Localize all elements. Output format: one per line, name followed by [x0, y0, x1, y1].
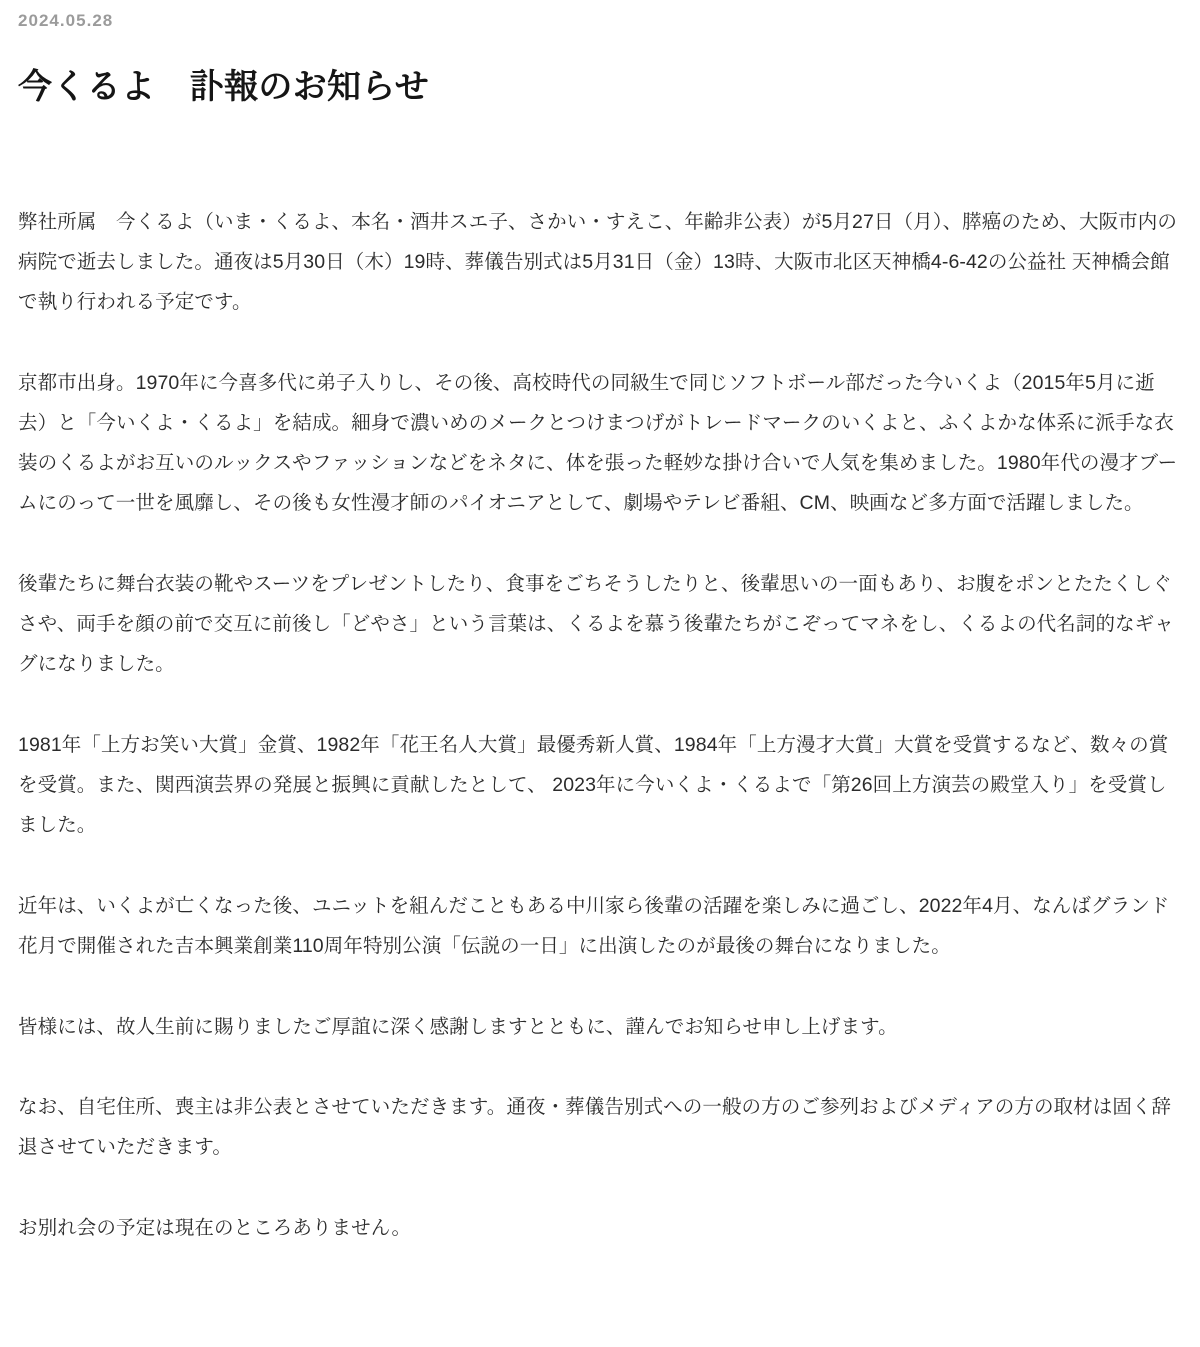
article-paragraph: お別れ会の予定は現在のところありません。: [18, 1217, 412, 1240]
article-paragraph: 京都市出身。1970年に今喜多代に弟子入りし、その後、高校時代の同級生で同じソフトボール部だった今いくよ（2015年5月に逝去）と「今いくよ・くるよ」を結成。細身で濃いめのメークとつけまつげがトレードマークのいくよと、ふくよかな体系に派手な衣装のくるよがお互いのルックスやファッションなどをネタに、体を張った軽妙な掛け合いで人気を集めました。1980年代の漫才ブームにのって一世を風靡し、その後も女性漫才師のパイオニアとして、劇場やテレビ番組、CM、映画など多方面で活躍しました。: [18, 371, 1178, 514]
article-date: 2024.05.28: [18, 11, 114, 30]
page-title: 今くるよ 訃報のお知らせ: [18, 68, 430, 107]
article-paragraph: 皆様には、故人生前に賜りましたご厚誼に深く感謝しますとともに、謹んでお知らせ申し上げます。: [18, 1015, 898, 1038]
article-paragraph: なお、自宅住所、喪主は非公表とさせていただきます。通夜・葬儀告別式への一般の方のご参列およびメディアの方の取材は固く辞退させていただきます。: [18, 1096, 1172, 1159]
article-paragraph: 近年は、いくよが亡くなった後、ユニットを組んだこともある中川家ら後輩の活躍を楽しみに過ごし、2022年4月、なんばグランド花月で開催された吉本興業創業110周年特別公演「伝説の一日」に出演したのが最後の舞台になりました。: [18, 894, 1170, 957]
article-paragraph: 後輩たちに舞台衣装の靴やスーツをプレゼントしたり、食事をごちそうしたりと、後輩思いの一面もあり、お腹をポンとたたくしぐさや、両手を顔の前で交互に前後し「どやさ」という言葉は、くるよを慕う後輩たちがこぞってマネをし、くるよの代名詞的なギャグになりました。: [18, 572, 1174, 675]
article-paragraph: 1981年「上方お笑い大賞」金賞、1982年「花王名人大賞」最優秀新人賞、1984年「上方漫才大賞」大賞を受賞するなど、数々の賞を受賞。また、関西演芸界の発展と振興に貢献したとして、 2023年に今いくよ・くるよで「第26回上方演芸の殿堂入り」を受賞しました。: [18, 733, 1169, 836]
article-body: [18, 203, 1182, 1249]
article-paragraph: 弊社所属 今くるよ（いま・くるよ、本名・酒井スエ子、さかい・すえこ、年齢非公表）が5月27日（月）、膵癌のため、大阪市内の病院で逝去しました。通夜は5月30日（木）19時、葬儀告別式は5月31日（金）13時、大阪市北区天神橋4‐6‐42の公益社 天神橋会館で執り行われる予定です。: [18, 210, 1177, 313]
